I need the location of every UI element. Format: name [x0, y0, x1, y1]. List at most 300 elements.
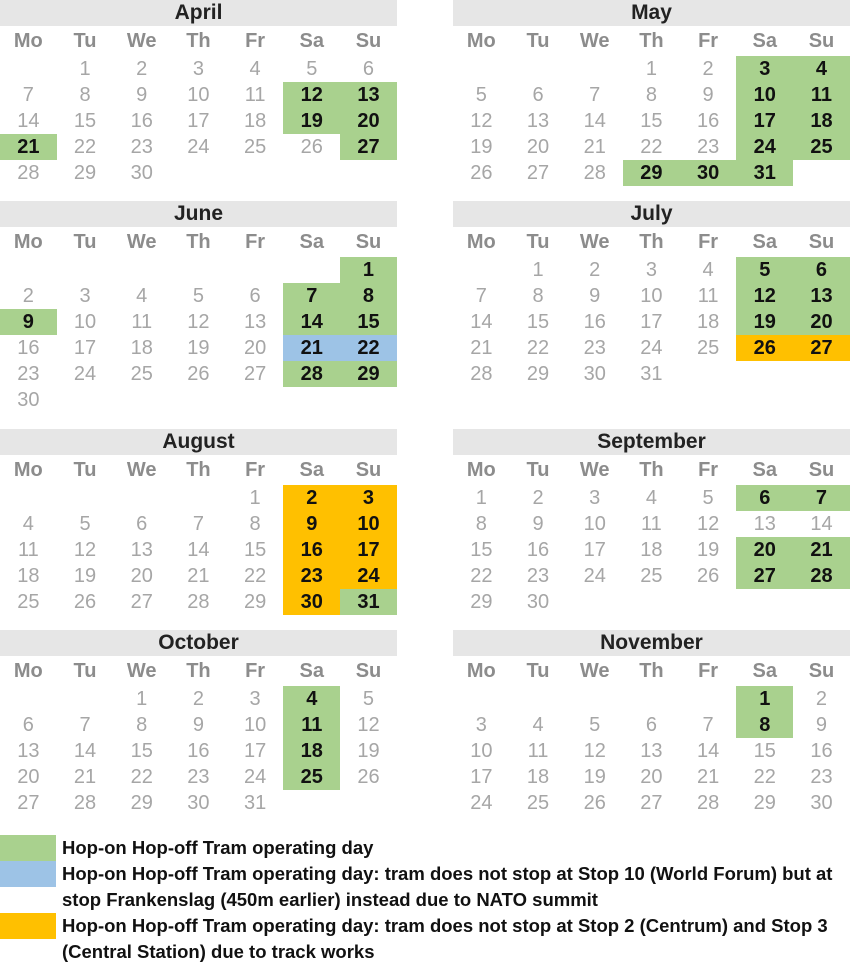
day-cell: 8: [136, 714, 148, 736]
weekday-header: Sa: [299, 30, 325, 52]
day-cell: 9: [815, 714, 828, 736]
empty-cell: [566, 56, 623, 82]
day-cell: 23: [583, 337, 606, 359]
day-cell: 27: [130, 591, 153, 613]
month-grid: [453, 455, 850, 615]
day-cell: 11: [131, 311, 153, 333]
day-cell: 24: [470, 792, 493, 814]
day-cell: 7: [79, 714, 91, 736]
weekday-header: Fr: [698, 459, 719, 481]
month-title: June: [0, 201, 397, 227]
month-september: [453, 429, 850, 615]
day-cell: 12: [357, 714, 380, 736]
day-cell: 20: [17, 766, 40, 788]
weekday-header: Th: [639, 660, 664, 682]
day-cell: 5: [736, 257, 793, 283]
empty-cell: [623, 686, 680, 712]
day-cell: 6: [645, 714, 657, 736]
weekday-header: Sa: [299, 660, 325, 682]
day-cell: 2: [22, 285, 34, 307]
day-cell: 1: [532, 259, 544, 281]
legend-item-orange: [0, 913, 850, 965]
weekday-header: Tu: [73, 459, 97, 481]
day-cell: 13: [340, 82, 397, 108]
day-cell: 20: [526, 136, 550, 158]
day-cell: 28: [283, 361, 340, 387]
day-cell: 3: [249, 688, 261, 710]
day-cell: 9: [589, 285, 601, 307]
day-cell: 1: [645, 58, 657, 80]
day-cell: 25: [283, 764, 340, 790]
day-cell: 18: [283, 738, 340, 764]
day-cell: 14: [283, 309, 340, 335]
day-cell: 10: [187, 84, 210, 106]
day-cell: 15: [526, 311, 550, 333]
empty-cell: [57, 257, 114, 283]
weekday-header: Su: [355, 30, 382, 52]
weekday-header: Tu: [526, 459, 550, 481]
day-cell: 20: [340, 108, 397, 134]
legend: [0, 835, 850, 965]
weekday-header: Tu: [73, 231, 97, 253]
day-cell: 15: [753, 740, 776, 762]
day-cell: 3: [79, 285, 91, 307]
day-cell: 28: [17, 162, 40, 184]
day-cell: 8: [475, 513, 487, 535]
day-cell: 20: [736, 537, 793, 563]
day-cell: 5: [306, 58, 318, 80]
day-cell: 23: [130, 136, 153, 158]
weekday-header: Mo: [13, 459, 43, 481]
day-cell: 21: [283, 335, 340, 361]
day-cell: 8: [532, 285, 544, 307]
weekday-header: Mo: [13, 30, 43, 52]
day-cell: 26: [470, 162, 493, 184]
weekday-header: Th: [186, 459, 211, 481]
weekday-header: We: [126, 660, 157, 682]
day-cell: 24: [187, 136, 210, 158]
month-july: [453, 201, 850, 387]
day-cell: 19: [696, 539, 720, 561]
day-cell: 8: [249, 513, 261, 535]
day-cell: 27: [736, 563, 793, 589]
empty-cell: [510, 56, 567, 82]
legend-swatch-blue: [0, 861, 56, 887]
day-cell: 26: [583, 792, 606, 814]
day-cell: 11: [697, 285, 719, 307]
day-cell: 6: [793, 257, 850, 283]
day-cell: 15: [243, 539, 267, 561]
day-cell: 23: [17, 363, 40, 385]
day-cell: 23: [810, 766, 833, 788]
day-cell: 24: [340, 563, 397, 589]
legend-text-blue: Hop-on Hop-off Tram operating day: tram does not stop at Stop 10 (World Forum) but at stop Frankenslag (450m earlier) instead due to NATO summit: [62, 863, 833, 910]
day-cell: 21: [793, 537, 850, 563]
day-cell: 14: [810, 513, 833, 535]
month-grid: [0, 455, 397, 615]
day-cell: 27: [243, 363, 267, 385]
day-cell: 31: [640, 363, 663, 385]
day-cell: 14: [696, 740, 720, 762]
day-cell: 9: [0, 309, 57, 335]
day-cell: 25: [17, 591, 40, 613]
day-cell: 19: [73, 565, 97, 587]
day-cell: 4: [793, 56, 850, 82]
day-cell: 17: [583, 539, 606, 561]
day-cell: 11: [244, 84, 266, 106]
day-cell: 1: [249, 487, 261, 509]
day-cell: 13: [526, 110, 550, 132]
day-cell: 9: [283, 511, 340, 537]
day-cell: 13: [793, 283, 850, 309]
month-may: [453, 0, 850, 186]
day-cell: 24: [243, 766, 267, 788]
weekday-header: Th: [186, 660, 211, 682]
day-cell: 8: [645, 84, 657, 106]
day-cell: 20: [243, 337, 267, 359]
weekday-header: Su: [808, 459, 835, 481]
day-cell: 18: [640, 539, 663, 561]
day-cell: 15: [640, 110, 663, 132]
weekday-header: Th: [186, 231, 211, 253]
weekday-header: Tu: [73, 660, 97, 682]
day-cell: 1: [340, 257, 397, 283]
day-cell: 18: [526, 766, 550, 788]
day-cell: 6: [136, 513, 148, 535]
day-cell: 26: [300, 136, 323, 158]
month-october: [0, 630, 397, 816]
day-cell: 2: [589, 259, 601, 281]
day-cell: 4: [22, 513, 34, 535]
weekday-header: Sa: [752, 231, 778, 253]
day-cell: 5: [589, 714, 601, 736]
day-cell: 6: [532, 84, 544, 106]
weekday-header: Tu: [526, 660, 550, 682]
day-cell: 10: [470, 740, 493, 762]
day-cell: 2: [283, 485, 340, 511]
empty-cell: [453, 686, 510, 712]
day-cell: 10: [583, 513, 606, 535]
day-cell: 12: [73, 539, 97, 561]
day-cell: 26: [187, 363, 210, 385]
day-cell: 22: [340, 335, 397, 361]
day-cell: 16: [696, 110, 720, 132]
day-cell: 22: [640, 136, 663, 158]
empty-cell: [453, 56, 510, 82]
empty-cell: [0, 485, 57, 511]
day-cell: 29: [753, 792, 776, 814]
weekday-header: Fr: [245, 459, 266, 481]
day-cell: 12: [283, 82, 340, 108]
day-cell: 2: [702, 58, 714, 80]
day-cell: 31: [340, 589, 397, 615]
day-cell: 6: [22, 714, 34, 736]
day-cell: 3: [589, 487, 601, 509]
day-cell: 1: [136, 688, 148, 710]
day-cell: 28: [583, 162, 606, 184]
legend-text-orange: Hop-on Hop-off Tram operating day: tram does not stop at Stop 2 (Centrum) and Stop 3 (Central Station) due to track works: [62, 915, 828, 962]
day-cell: 6: [362, 58, 375, 80]
weekday-header: We: [579, 231, 610, 253]
day-cell: 3: [645, 259, 657, 281]
weekday-header: Th: [639, 30, 664, 52]
month-grid: [0, 227, 397, 413]
weekday-header: Mo: [466, 459, 496, 481]
day-cell: 23: [526, 565, 550, 587]
day-cell: 30: [583, 363, 606, 385]
empty-cell: [170, 485, 227, 511]
day-cell: 2: [136, 58, 148, 80]
day-cell: 5: [702, 487, 714, 509]
day-cell: 16: [187, 740, 210, 762]
day-cell: 28: [470, 363, 493, 385]
weekday-header: We: [579, 30, 610, 52]
day-cell: 23: [283, 563, 340, 589]
weekday-header: Fr: [245, 30, 266, 52]
day-cell: 10: [73, 311, 97, 333]
day-cell: 27: [340, 134, 397, 160]
day-cell: 31: [243, 792, 267, 814]
day-cell: 3: [475, 714, 487, 736]
day-cell: 29: [470, 591, 493, 613]
day-cell: 22: [470, 565, 493, 587]
day-cell: 26: [736, 335, 793, 361]
day-cell: 3: [736, 56, 793, 82]
day-cell: 17: [73, 337, 97, 359]
weekday-header: Sa: [752, 459, 778, 481]
day-cell: 20: [130, 565, 153, 587]
day-cell: 20: [793, 309, 850, 335]
day-cell: 10: [340, 511, 397, 537]
weekday-header: We: [126, 459, 157, 481]
weekday-header: We: [126, 30, 157, 52]
day-cell: 3: [340, 485, 397, 511]
day-cell: 25: [640, 565, 663, 587]
day-cell: 7: [793, 485, 850, 511]
day-cell: 25: [696, 337, 720, 359]
month-april: [0, 0, 397, 186]
day-cell: 29: [526, 363, 550, 385]
day-cell: 9: [192, 714, 204, 736]
day-cell: 24: [583, 565, 606, 587]
day-cell: 28: [73, 792, 97, 814]
day-cell: 7: [22, 84, 34, 106]
day-cell: 4: [283, 686, 340, 712]
empty-cell: [453, 257, 510, 283]
day-cell: 9: [532, 513, 544, 535]
month-grid: [0, 26, 397, 186]
day-cell: 13: [17, 740, 40, 762]
empty-cell: [0, 257, 57, 283]
month-grid: [453, 227, 850, 387]
day-cell: 10: [736, 82, 793, 108]
day-cell: 30: [283, 589, 340, 615]
day-cell: 7: [475, 285, 487, 307]
day-cell: 27: [640, 792, 663, 814]
day-cell: 29: [623, 160, 680, 186]
legend-item-green: [0, 835, 850, 861]
day-cell: 20: [640, 766, 663, 788]
day-cell: 12: [696, 513, 720, 535]
day-cell: 15: [470, 539, 493, 561]
legend-item-blue: [0, 861, 850, 913]
empty-cell: [680, 686, 737, 712]
day-cell: 15: [130, 740, 153, 762]
day-cell: 21: [0, 134, 57, 160]
day-cell: 4: [645, 487, 657, 509]
day-cell: 17: [640, 311, 663, 333]
day-cell: 10: [243, 714, 267, 736]
day-cell: 26: [357, 766, 380, 788]
weekday-header: Su: [808, 660, 835, 682]
weekday-header: Mo: [13, 660, 43, 682]
day-cell: 3: [192, 58, 204, 80]
day-cell: 15: [73, 110, 97, 132]
day-cell: 24: [640, 337, 663, 359]
day-cell: 9: [702, 84, 714, 106]
day-cell: 23: [187, 766, 210, 788]
day-cell: 14: [583, 110, 606, 132]
weekday-header: Su: [355, 459, 382, 481]
day-cell: 28: [793, 563, 850, 589]
day-cell: 27: [17, 792, 40, 814]
day-cell: 25: [243, 136, 267, 158]
day-cell: 10: [640, 285, 663, 307]
day-cell: 27: [793, 335, 850, 361]
empty-cell: [113, 485, 170, 511]
day-cell: 13: [243, 311, 267, 333]
day-cell: 18: [696, 311, 720, 333]
day-cell: 12: [736, 283, 793, 309]
weekday-header: Su: [808, 231, 835, 253]
day-cell: 16: [17, 337, 40, 359]
weekday-header: Tu: [526, 231, 550, 253]
day-cell: 2: [192, 688, 204, 710]
day-cell: 4: [702, 259, 714, 281]
month-title: July: [453, 201, 850, 227]
month-grid: [453, 656, 850, 816]
day-cell: 18: [243, 110, 267, 132]
day-cell: 25: [526, 792, 550, 814]
day-cell: 14: [187, 539, 210, 561]
day-cell: 17: [187, 110, 210, 132]
day-cell: 5: [79, 513, 91, 535]
day-cell: 30: [810, 792, 833, 814]
weekday-header: Th: [639, 459, 664, 481]
empty-cell: [57, 485, 114, 511]
day-cell: 5: [475, 84, 487, 106]
day-cell: 21: [583, 136, 606, 158]
day-cell: 11: [283, 712, 340, 738]
day-cell: 27: [526, 162, 550, 184]
day-cell: 21: [187, 565, 210, 587]
day-cell: 8: [340, 283, 397, 309]
day-cell: 18: [17, 565, 40, 587]
day-cell: 7: [702, 714, 714, 736]
weekday-header: Fr: [245, 660, 266, 682]
day-cell: 12: [583, 740, 606, 762]
weekday-header: Sa: [299, 231, 325, 253]
day-cell: 9: [136, 84, 148, 106]
weekday-header: Su: [355, 660, 382, 682]
month-grid: [0, 656, 397, 816]
empty-cell: [510, 686, 567, 712]
day-cell: 7: [283, 283, 340, 309]
day-cell: 15: [340, 309, 397, 335]
day-cell: 21: [696, 766, 720, 788]
day-cell: 22: [243, 565, 267, 587]
day-cell: 4: [532, 714, 544, 736]
month-grid: [453, 26, 850, 186]
day-cell: 5: [362, 688, 375, 710]
day-cell: 12: [470, 110, 493, 132]
day-cell: 30: [187, 792, 210, 814]
weekday-header: Tu: [526, 30, 550, 52]
day-cell: 22: [130, 766, 153, 788]
day-cell: 1: [475, 487, 487, 509]
month-title: October: [0, 630, 397, 656]
day-cell: 19: [187, 337, 210, 359]
day-cell: 28: [696, 792, 720, 814]
weekday-header: Th: [186, 30, 211, 52]
month-june: [0, 201, 397, 413]
day-cell: 5: [192, 285, 204, 307]
weekday-header: Fr: [245, 231, 266, 253]
day-cell: 26: [73, 591, 97, 613]
day-cell: 23: [696, 136, 720, 158]
day-cell: 7: [589, 84, 601, 106]
day-cell: 4: [136, 285, 148, 307]
day-cell: 19: [283, 108, 340, 134]
weekday-header: Tu: [73, 30, 97, 52]
weekday-header: Sa: [752, 30, 778, 52]
day-cell: 17: [470, 766, 493, 788]
day-cell: 22: [753, 766, 776, 788]
day-cell: 2: [815, 688, 828, 710]
day-cell: 16: [526, 539, 550, 561]
weekday-header: We: [126, 231, 157, 253]
month-title: May: [453, 0, 850, 26]
legend-swatch-orange: [0, 913, 56, 939]
weekday-header: We: [579, 660, 610, 682]
day-cell: 21: [470, 337, 493, 359]
empty-cell: [283, 257, 340, 283]
day-cell: 22: [526, 337, 550, 359]
day-cell: 25: [130, 363, 153, 385]
month-title: April: [0, 0, 397, 26]
weekday-header: Mo: [466, 30, 496, 52]
day-cell: 19: [357, 740, 380, 762]
weekday-header: We: [579, 459, 610, 481]
day-cell: 1: [736, 686, 793, 712]
weekday-header: Fr: [698, 231, 719, 253]
weekday-header: Mo: [466, 660, 496, 682]
month-august: [0, 429, 397, 615]
day-cell: 8: [79, 84, 91, 106]
month-title: November: [453, 630, 850, 656]
day-cell: 16: [283, 537, 340, 563]
day-cell: 17: [340, 537, 397, 563]
day-cell: 4: [249, 58, 261, 80]
day-cell: 16: [583, 311, 606, 333]
day-cell: 11: [793, 82, 850, 108]
weekday-header: Fr: [698, 660, 719, 682]
day-cell: 16: [810, 740, 833, 762]
day-cell: 31: [736, 160, 793, 186]
day-cell: 29: [243, 591, 267, 613]
day-cell: 7: [192, 513, 204, 535]
day-cell: 21: [73, 766, 97, 788]
